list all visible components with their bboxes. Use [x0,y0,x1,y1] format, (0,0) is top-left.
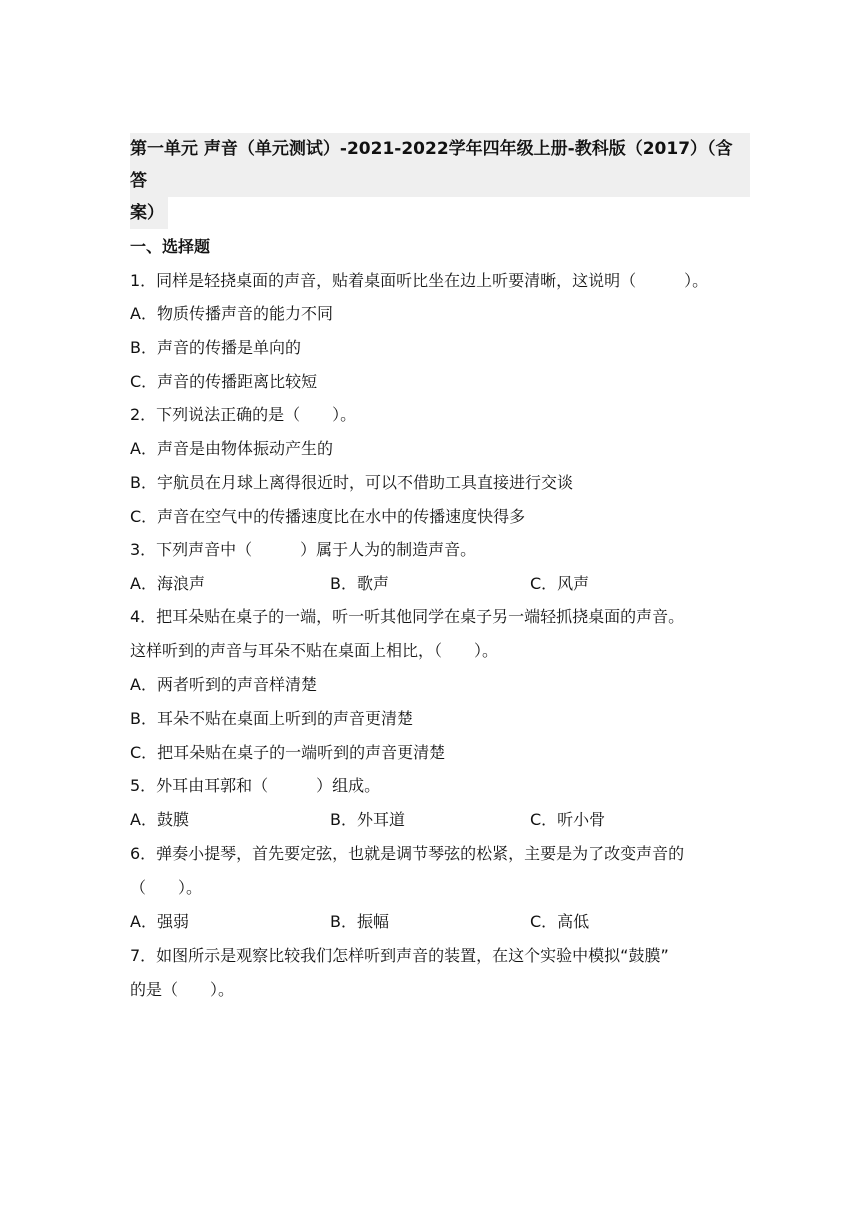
question-4-stem-line-1: 4．把耳朵贴在桌子的一端，听一听其他同学在桌子另一端轻抓挠桌面的声音。 [130,607,685,626]
question-7-stem-line-1: 7．如图所示是观察比较我们怎样听到声音的装置，在这个实验中模拟“鼓膜” [130,946,669,965]
question-6-stem-line-2: （ ）。 [130,878,203,897]
question-5-stem: 5．外耳由耳郭和（ ）组成。 [130,776,381,795]
question-4-option-b: B．耳朵不贴在桌面上听到的声音更清楚 [130,709,413,728]
question-6-option-b: B．振幅 [330,912,389,931]
question-5-option-a: A．鼓膜 [130,810,189,829]
question-3-option-a: A．海浪声 [130,574,205,593]
question-6-option-c: C．高低 [530,912,590,931]
question-7-stem-line-2: 的是（ ）。 [130,980,235,999]
question-6-option-a: A．强弱 [130,912,189,931]
question-2-option-b: B．宇航员在月球上离得很近时，可以不借助工具直接进行交谈 [130,473,573,492]
question-1-option-b: B．声音的传播是单向的 [130,338,301,357]
question-4-option-a: A．两者听到的声音样清楚 [130,675,317,694]
question-2-option-c: C．声音在空气中的传播速度比在水中的传播速度快得多 [130,507,526,526]
question-3-stem: 3．下列声音中（ ）属于人为的制造声音。 [130,540,477,559]
question-5-option-b: B．外耳道 [330,810,405,829]
question-6-stem-line-1: 6．弹奏小提琴，首先要定弦，也就是调节琴弦的松紧，主要是为了改变声音的 [130,844,685,863]
question-2-option-a: A．声音是由物体振动产生的 [130,439,333,458]
question-3-option-b: B．歌声 [330,574,389,593]
question-1-option-c: C．声音的传播距离比较短 [130,372,318,391]
document-title [130,133,750,229]
section-heading: 一、选择题 [130,237,211,256]
question-1-stem: 1．同样是轻挠桌面的声音，贴着桌面听比坐在边上听要清晰，这说明（ ）。 [130,271,709,290]
question-1-option-a: A．物质传播声音的能力不同 [130,304,333,323]
question-3-option-c: C．风声 [530,574,590,593]
question-4-stem-line-2: 这样听到的声音与耳朵不贴在桌面上相比，（ ）。 [130,641,499,660]
title-line-2: 案） [130,197,168,229]
question-5-option-c: C．听小骨 [530,810,606,829]
question-2-stem: 2．下列说法正确的是（ ）。 [130,405,357,424]
title-line-1: 第一单元 声音（单元测试）-2021-2022学年四年级上册-教科版（2017）（含答 [130,133,750,197]
question-4-option-c: C．把耳朵贴在桌子的一端听到的声音更清楚 [130,743,446,762]
